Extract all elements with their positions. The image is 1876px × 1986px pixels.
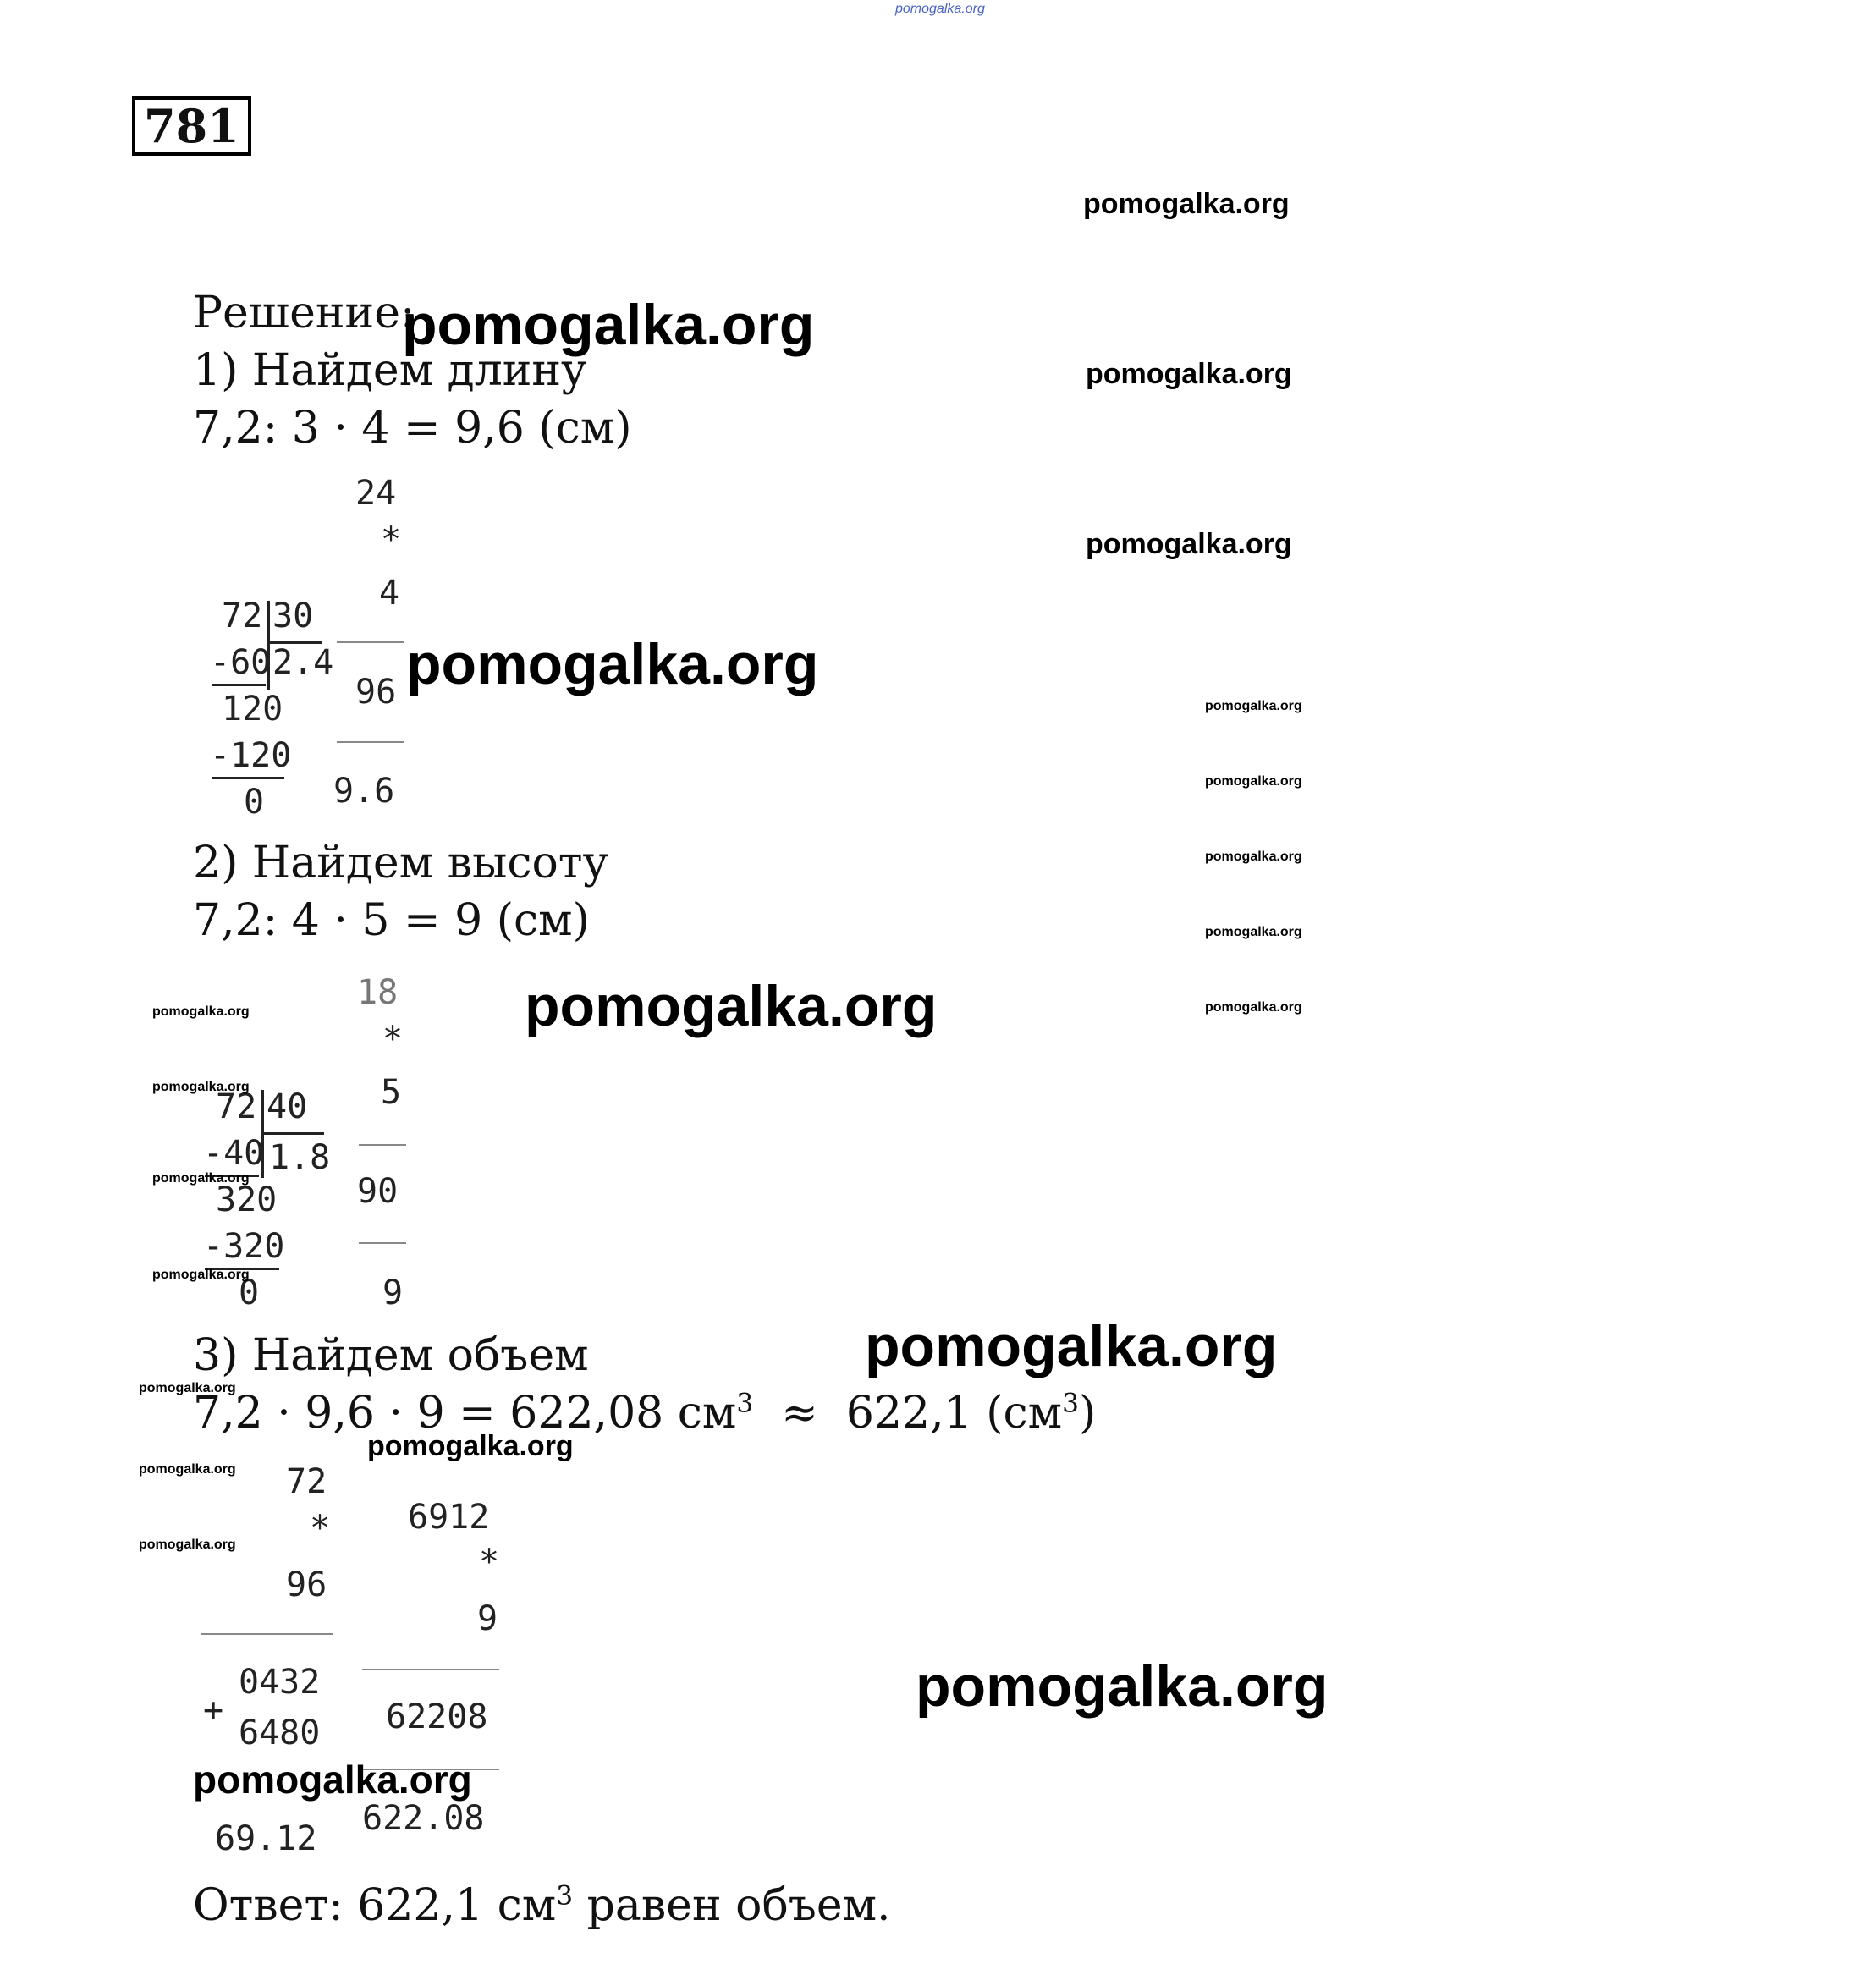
mul1-op: *	[381, 520, 402, 559]
step3-formula-sup1: 3	[736, 1388, 754, 1419]
div1-sub1: -60	[210, 643, 272, 682]
div1-rem1: 120	[222, 690, 283, 729]
div1-sub2-line	[212, 777, 284, 779]
watermark: pomogalka.org	[1205, 850, 1302, 864]
watermark: pomogalka.org	[1205, 699, 1302, 713]
div1-quotient: 2.4	[272, 643, 334, 682]
watermark: pomogalka.org	[152, 1004, 250, 1019]
step3-formula-approx: ≈ 622,1 (см	[753, 1388, 1063, 1439]
watermark: pomogalka.org	[1086, 358, 1292, 390]
step1-title: 1) Найдем длину	[193, 345, 587, 396]
mul3b-line1	[362, 1669, 499, 1670]
watermark: pomogalka.org	[139, 1538, 236, 1552]
watermark: pomogalka.org	[1205, 925, 1302, 939]
mul3a-result: 69.12	[215, 1819, 317, 1858]
mul1-b: 4	[379, 574, 400, 613]
mul3a-p1: 0432	[239, 1663, 321, 1702]
exercise-number: 781	[132, 96, 251, 156]
step3-formula	[193, 1388, 1096, 1439]
watermark: pomogalka.org	[1205, 774, 1302, 789]
div2-quotient: 1.8	[269, 1138, 331, 1177]
step3-title: 3) Найдем объем	[193, 1330, 589, 1381]
div1-divisor: 30	[272, 597, 314, 635]
div2-dividend: 72	[216, 1087, 257, 1126]
div2-rem2: 0	[239, 1274, 260, 1312]
mul1-line1	[337, 641, 404, 643]
answer-suffix: равен объем.	[573, 1880, 891, 1931]
mul3b-a: 6912	[408, 1498, 490, 1537]
div2-sub1: -40	[203, 1134, 265, 1173]
mul3a-b: 96	[286, 1565, 327, 1604]
watermark: pomogalka.org	[1083, 188, 1290, 220]
step2-formula: 7,2: 4 · 5 = 9 (см)	[193, 895, 590, 946]
div1-rem2: 0	[244, 783, 265, 822]
mul2-line1	[359, 1144, 406, 1146]
mul2-line2	[359, 1242, 406, 1244]
watermark: pomogalka.org	[152, 1171, 250, 1186]
answer-sup: 3	[556, 1880, 574, 1912]
mul2-product: 90	[357, 1172, 399, 1211]
div2-divisor: 40	[267, 1087, 308, 1126]
mul1-line2	[337, 741, 404, 743]
watermark: pomogalka.org	[525, 974, 938, 1038]
mul3a-op: *	[310, 1509, 331, 1548]
mul3a-a: 72	[286, 1462, 327, 1501]
mul2-op: *	[382, 1020, 404, 1059]
div1-sub2: -120	[210, 736, 292, 775]
mul2-a: 18	[357, 973, 399, 1012]
mul3a-line1	[201, 1633, 333, 1635]
step3-formula-sup2: 3	[1062, 1388, 1079, 1419]
step3-formula-close: )	[1078, 1388, 1097, 1439]
solution-label: Решение:	[193, 288, 415, 338]
watermark: pomogalka.org	[152, 1268, 250, 1282]
mul2-result: 9	[382, 1274, 404, 1312]
mul3b-product: 62208	[386, 1697, 488, 1736]
watermark: pomogalka.org	[916, 1654, 1329, 1719]
watermark: pomogalka.org	[406, 632, 819, 696]
step2-title: 2) Найдем высоту	[193, 838, 609, 888]
mul3b-op: *	[479, 1543, 500, 1582]
watermark: pomogalka.org	[193, 1758, 472, 1802]
div2-sub2: -320	[203, 1227, 285, 1266]
step1-formula: 7,2: 3 · 4 = 9,6 (см)	[193, 403, 632, 454]
mul3a-plus: +	[203, 1691, 224, 1730]
watermark: pomogalka.org	[402, 293, 815, 357]
mul3b-result: 622.08	[362, 1799, 485, 1838]
watermark: pomogalka.org	[1205, 1000, 1302, 1015]
watermark: pomogalka.org	[139, 1381, 236, 1395]
watermark: pomogalka.org	[367, 1430, 574, 1462]
mul1-result: 9.6	[333, 772, 395, 811]
mul1-product: 96	[355, 673, 397, 712]
mul1-a: 24	[355, 474, 397, 513]
watermark: pomogalka.org	[1086, 528, 1292, 560]
watermark: pomogalka.org	[865, 1314, 1278, 1378]
mul3a-p2: 6480	[239, 1714, 321, 1752]
div2-rem1: 320	[216, 1180, 278, 1219]
answer-prefix: Ответ: 622,1 см	[193, 1880, 557, 1931]
div1-dividend: 72	[222, 597, 263, 635]
watermark: pomogalka.org	[152, 1080, 250, 1094]
div2-divisor-line	[263, 1132, 324, 1135]
answer-line	[193, 1880, 891, 1931]
watermark: pomogalka.org	[139, 1462, 236, 1477]
mul3b-b: 9	[477, 1599, 498, 1638]
step3-formula-main: 7,2 · 9,6 · 9 = 622,08 см	[193, 1388, 737, 1439]
mul2-b: 5	[381, 1073, 402, 1112]
div1-sub1-line	[212, 684, 266, 686]
top-watermark: pomogalka.org	[895, 2, 985, 16]
